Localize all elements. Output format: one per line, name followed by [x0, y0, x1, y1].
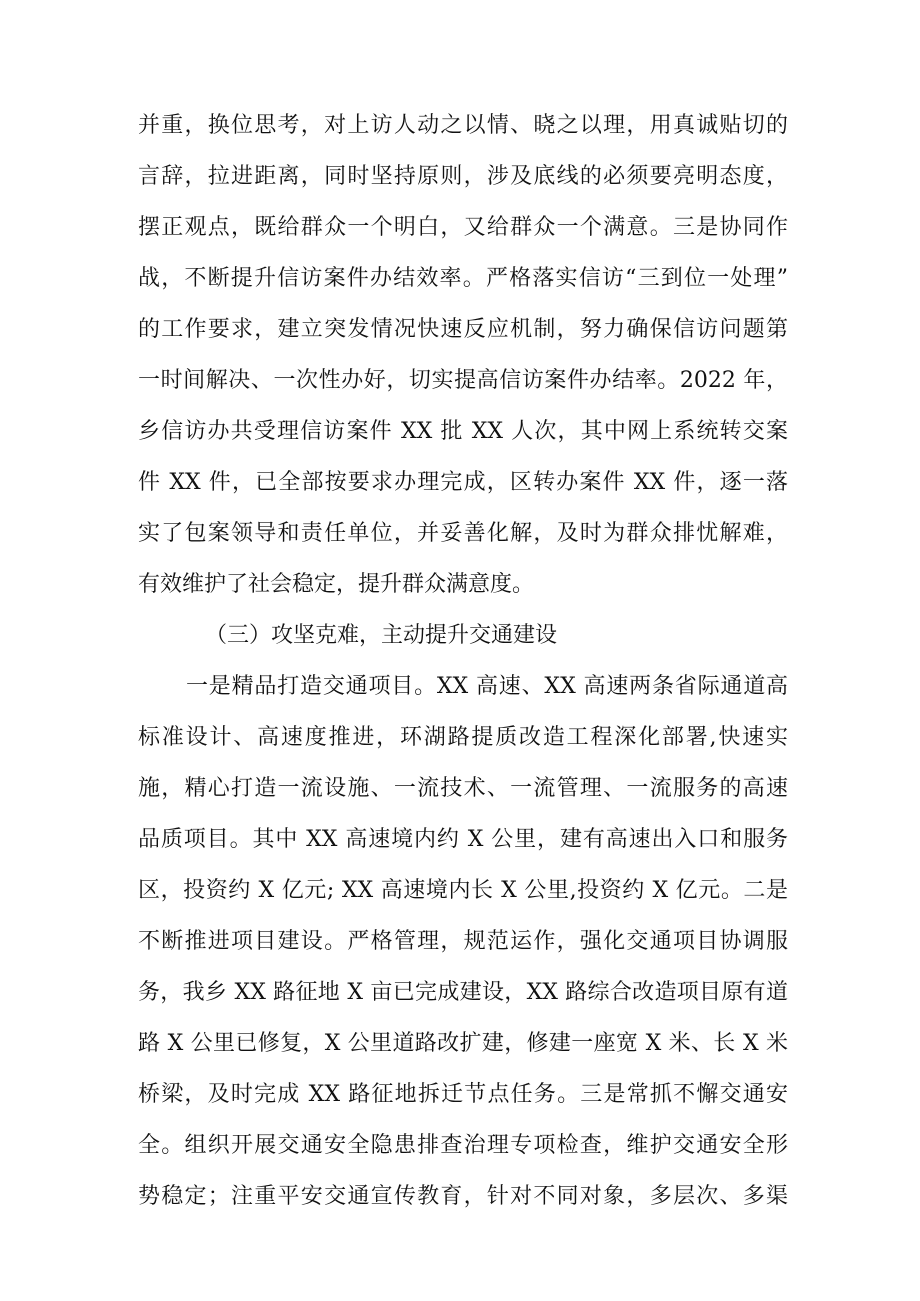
body-text-line: 一时间解决、一次性办好，切实提高信访案件办结率。2022 年， [138, 368, 788, 393]
body-text-line: 的工作要求，建立突发情况快速反应机制，努力确保信访问题第 [138, 317, 788, 342]
body-text-line: 不断推进项目建设。严格管理，规范运作，强化交通项目协调服 [138, 929, 788, 954]
body-text-line: 桥梁，及时完成 XX 路征地拆迁节点任务。三是常抓不懈交通安 [138, 1082, 788, 1107]
section-heading: （三）攻坚克难，主动提升交通建设 [205, 623, 558, 648]
body-text-line: 摆正观点，既给群众一个明白，又给群众一个满意。三是协同作 [138, 215, 788, 240]
body-text-line: 路 X 公里已修复，X 公里道路改扩建，修建一座宽 X 米、长 X 米 [138, 1031, 788, 1056]
body-text-line: 有效维护了社会稳定，提升群众满意度。 [138, 572, 535, 597]
body-text-line: 一是精品打造交通项目。XX 高速、XX 高速两条省际通道高 [186, 674, 788, 699]
body-text-line: 势稳定；注重平安交通宣传教育，针对不同对象，多层次、多渠 [138, 1184, 788, 1209]
body-text-line: 品质项目。其中 XX 高速境内约 X 公里，建有高速出入口和服务 [138, 827, 788, 852]
body-text-line: 全。组织开展交通安全隐患排查治理专项检查，维护交通安全形 [138, 1133, 788, 1158]
body-text-line: 区，投资约 X 亿元; XX 高速境内长 X 公里,投资约 X 亿元。二是 [138, 878, 788, 903]
body-text-line: 件 XX 件，已全部按要求办理完成，区转办案件 XX 件，逐一落 [138, 470, 788, 495]
body-text-line: 乡信访办共受理信访案件 XX 批 XX 人次，其中网上系统转交案 [138, 419, 788, 444]
body-text-line: 言辞，拉进距离，同时坚持原则，涉及底线的必须要亮明态度， [138, 164, 788, 189]
body-text-line: 战，不断提升信访案件办结效率。严格落实信访“三到位一处理” [138, 266, 788, 291]
body-text-line: 施，精心打造一流设施、一流技术、一流管理、一流服务的高速 [138, 776, 788, 801]
body-text-line: 标准设计、高速度推进，环湖路提质改造工程深化部署,快速实 [138, 725, 788, 750]
body-text-line: 并重，换位思考，对上访人动之以情、晓之以理，用真诚贴切的 [138, 113, 788, 138]
body-text-line: 实了包案领导和责任单位，并妥善化解，及时为群众排忧解难， [138, 521, 788, 546]
body-text-line: 务，我乡 XX 路征地 X 亩已完成建设，XX 路综合改造项目原有道 [138, 980, 788, 1005]
